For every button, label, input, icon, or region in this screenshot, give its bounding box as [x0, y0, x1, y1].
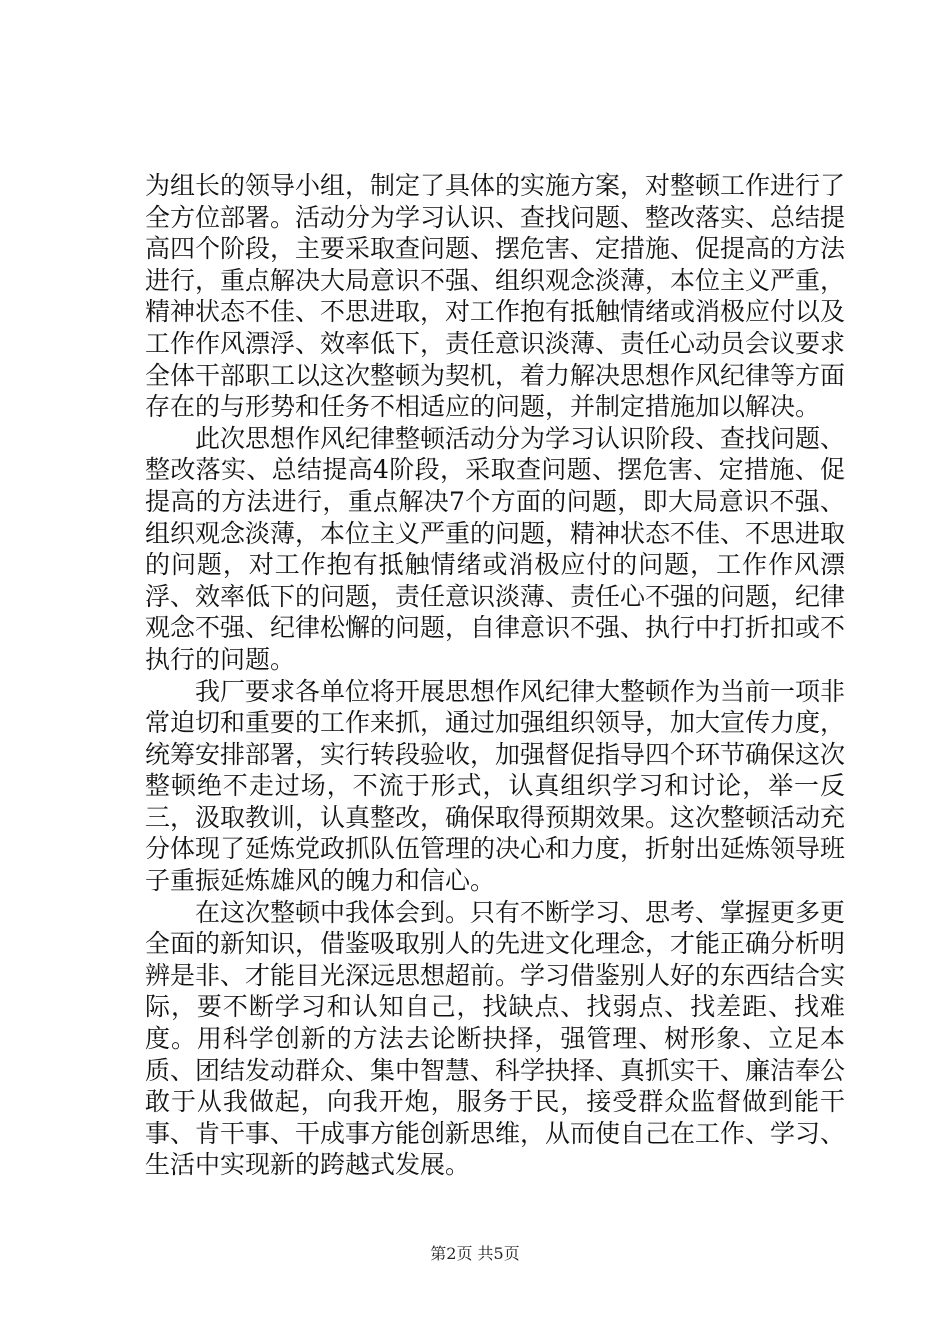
paragraph-4: 在这次整顿中我体会到。只有不断学习、思考、掌握更多更全面的新知识，借鉴吸取别人的先进文化理念，才能正确分析明辨是非、才能目光深远思想超前。学习借鉴别人好的东西结合实际，要不断学习和认知自己，找缺点、找弱点、找差距、找难度。用科学创新的方法去论断抉择，强管理、树形象、立足本质、团结发动群众、集中智慧、科学抉择、真抓实干、廉洁奉公敢于从我做起，向我开炮，服务于民，接受群众监督做到能干事、肯干事、干成事方能创新思维，从而使自己在工作、学习、生活中实现新的跨越式发展。: [145, 897, 846, 1180]
page-footer: [0, 1244, 950, 1264]
paragraph-3: 我厂要求各单位将开展思想作风纪律大整顿作为当前一项非常迫切和重要的工作来抓，通过加强组织领导，加大宣传力度，统筹安排部署，实行转段验收，加强督促指导四个环节确保这次整顿绝不走过场，不流于形式，认真组织学习和讨论，举一反三，汲取教训，认真整改，确保取得预期效果。这次整顿活动充分体现了延炼党政抓队伍管理的决心和力度，折射出延炼领导班子重振延炼雄风的魄力和信心。: [145, 676, 846, 896]
paragraph-1: 为组长的领导小组，制定了具体的实施方案，对整顿工作进行了全方位部署。活动分为学习认识、查找问题、整改落实、总结提高四个阶段，主要采取查问题、摆危害、定措施、促提高的方法进行，重点解决大局意识不强、组织观念淡薄，本位主义严重，精神状态不佳、不思进取，对工作抱有抵触情绪或消极应付以及工作作风漂浮、效率低下，责任意识淡薄、责任心动员会议要求全体干部职工以这次整顿为契机，着力解决思想作风纪律等方面存在的与形势和任务不相适应的问题，并制定措施加以解决。: [145, 171, 846, 422]
document-body: [145, 170, 845, 1181]
paragraph-2: 此次思想作风纪律整顿活动分为学习认识阶段、查找问题、整改落实、总结提高4阶段，采取查问题、摆危害、定措施、促提高的方法进行，重点解决7个方面的问题，即大局意识不强、组织观念淡薄，本位主义严重的问题，精神状态不佳、不思进取的问题，对工作抱有抵触情绪或消极应付的问题，工作作风漂浮、效率低下的问题，责任意识淡薄、责任心不强的问题，纪律观念不强、纪律松懈的问题，自律意识不强、执行中打折扣或不执行的问题。: [145, 423, 846, 674]
page-number-label: 第2页 共5页: [430, 1244, 520, 1263]
